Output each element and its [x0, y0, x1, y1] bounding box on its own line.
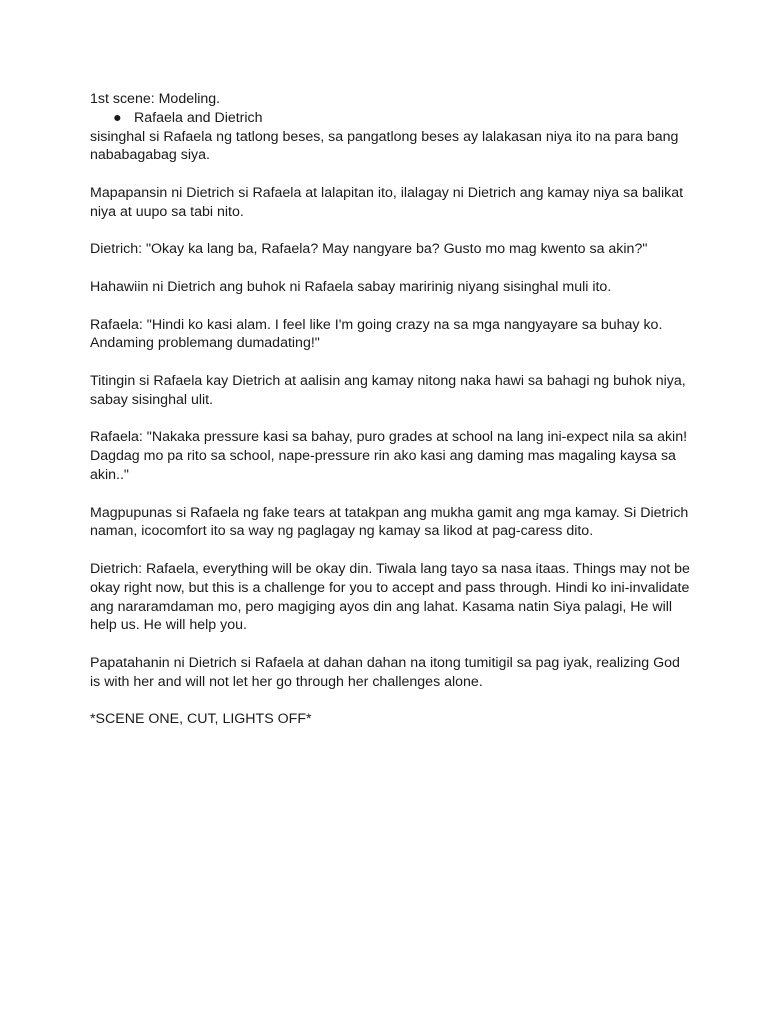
paragraph-line: Mapapansin ni Dietrich si Rafaela at lalapitan ito, ilalagay ni Dietrich ang kamay niya sa balikat [90, 184, 684, 201]
paragraph-line: is with her and will not let her go through her challenges alone. [90, 673, 483, 690]
paragraph-line: sisinghal si Rafaela ng tatlong beses, sa pangatlong beses ay lalakasan niya ito na para bang [90, 128, 679, 145]
paragraph-line: Andaming problemang dumadating!" [90, 335, 320, 352]
paragraph [90, 560, 690, 635]
paragraph-line: Hahawiin ni Dietrich ang buhok ni Rafaela sabay maririnig niyang sisinghal muli ito. [90, 278, 612, 295]
paragraph-line: Rafaela: "Nakaka pressure kasi sa bahay, puro grades at school na lang ini-expect nila sa akin! [90, 429, 688, 446]
paragraph [90, 240, 680, 259]
paragraph-line: *SCENE ONE, CUT, LIGHTS OFF* [90, 711, 312, 728]
bullet-dot-icon: ● [113, 109, 122, 126]
bullet-text: Rafaela and Dietrich [134, 109, 263, 126]
paragraph-line: Rafaela: "Hindi ko kasi alam. I feel like I'm going crazy na sa mga nangyayare sa buhay ko. [90, 316, 663, 333]
paragraph-line: Dietrich: Rafaela, everything will be okay din. Tiwala lang tayo sa nasa itaas. Things may not be [90, 560, 690, 577]
paragraph [90, 710, 680, 729]
paragraph-line: Magpupunas si Rafaela ng fake tears at tatakpan ang mukha gamit ang mga kamay. Si Dietrich [90, 504, 689, 521]
paragraph-line: Papatahanin ni Dietrich si Rafaela at dahan dahan na itong tumitigil sa pag iyak, realizing God [90, 654, 680, 671]
paragraph [90, 504, 689, 542]
paragraph-line: sabay sisinghal ulit. [90, 391, 214, 408]
paragraph [90, 654, 680, 692]
paragraph [90, 316, 680, 354]
paragraph-line: help us. He will help you. [90, 617, 247, 634]
paragraph [90, 128, 680, 166]
script-paragraphs [90, 128, 690, 730]
paragraph [90, 278, 680, 297]
paragraph-line: akin.." [90, 466, 129, 483]
paragraph [90, 184, 684, 222]
paragraph-line: ang nararamdaman mo, pero magiging ayos din ang lahat. Kasama natin Siya palagi, He will [90, 598, 673, 615]
scene-heading: 1st scene: Modeling. [90, 91, 221, 107]
paragraph [90, 372, 686, 410]
paragraph-line: Dagdag mo pa rito sa school, nape-pressure rin ako kasi ang daming mas magaling kaysa sa [90, 448, 676, 465]
paragraph-line: Dietrich: "Okay ka lang ba, Rafaela? May nangyare ba? Gusto mo mag kwento sa akin?" [90, 241, 648, 258]
paragraph-line: niya at uupo sa tabi nito. [90, 203, 244, 220]
paragraph-line: okay right now, but this is a challenge for you to accept and pass through. Hindi ko ini-invalidate [90, 579, 690, 596]
paragraph-line: Titingin si Rafaela kay Dietrich at aalisin ang kamay nitong naka hawi sa bahagi ng buhok niya, [90, 372, 686, 389]
paragraph-line: naman, icocomfort ito sa way ng paglagay ng kamay sa likod at pag-caress dito. [90, 523, 594, 540]
paragraph-line: nababagabag siya. [90, 147, 210, 164]
document-body [90, 90, 690, 748]
bullet-item [90, 109, 680, 128]
paragraph [90, 428, 688, 484]
